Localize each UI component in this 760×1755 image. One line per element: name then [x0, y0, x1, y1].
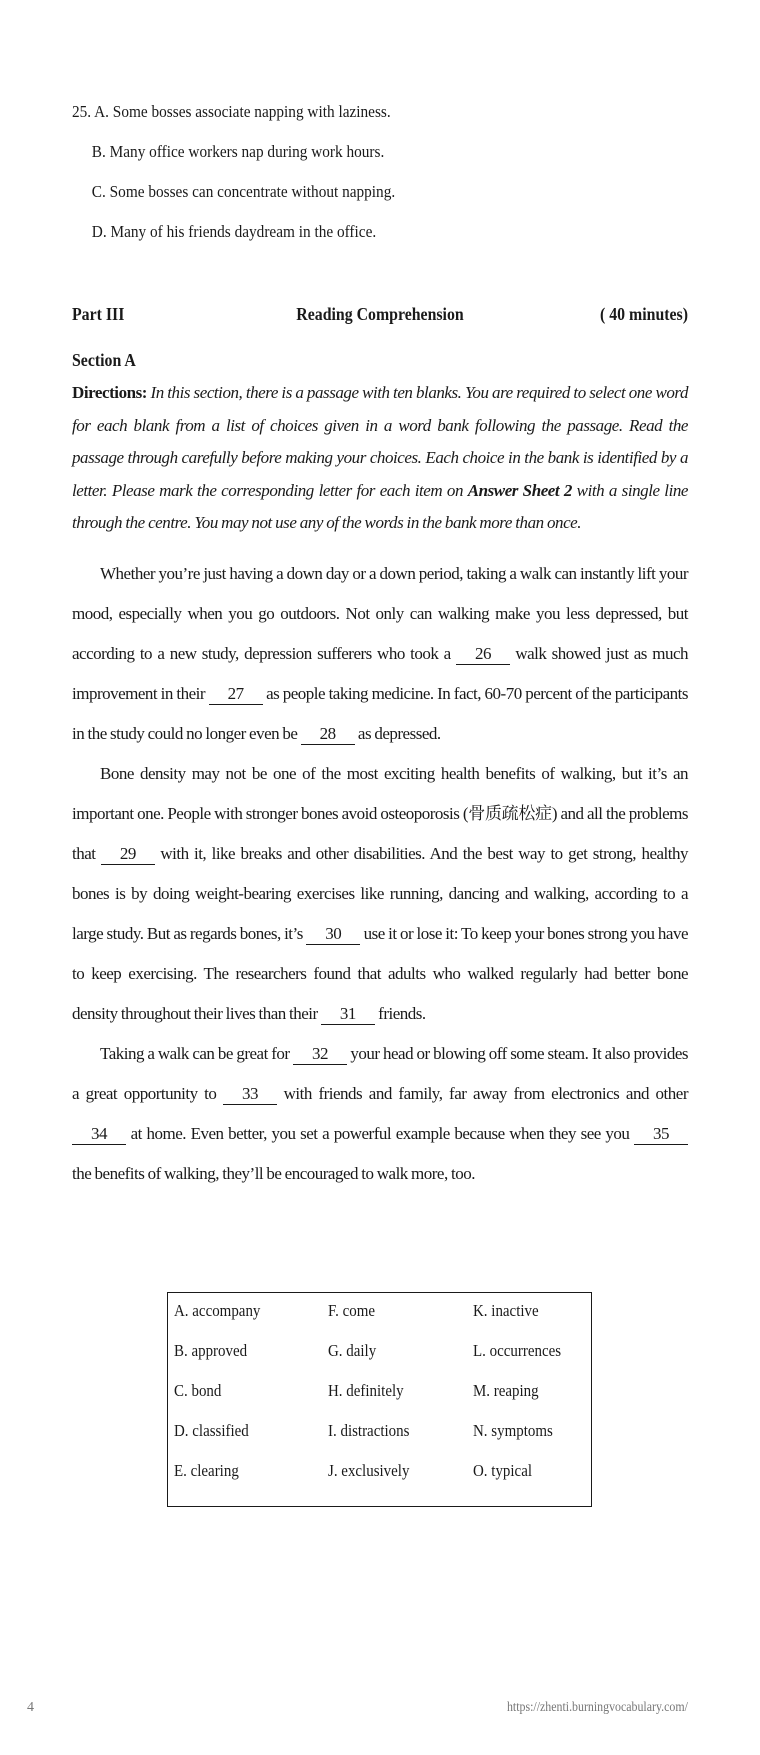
blank-31: 31 — [321, 1004, 375, 1025]
blank-28: 28 — [301, 724, 355, 745]
word-bank-item: O. typical — [473, 1461, 533, 1480]
question-25-option-d: D. Many of his friends daydream in the office. — [91, 222, 377, 241]
word-bank-item: G. daily — [328, 1341, 377, 1360]
answer-sheet-ref: Answer Sheet 2 — [467, 480, 572, 500]
blank-30: 30 — [306, 924, 360, 945]
passage-text: as people taking medicine. In fact, 60-70 percent of the participants in the study could no longer even be — [72, 683, 688, 743]
question-25-option-c: C. Some bosses can concentrate without napping. — [91, 182, 396, 201]
blank-32: 32 — [293, 1044, 347, 1065]
passage-text: as depressed. — [354, 723, 441, 743]
part-title: Reading Comprehension — [296, 304, 464, 324]
word-bank-item: L. occurrences — [473, 1341, 562, 1360]
passage-text: your head or blowing off some steam. It also provides a great opportunity to — [72, 1043, 688, 1103]
word-bank-item: I. distractions — [328, 1421, 410, 1440]
passage-text: walk showed just as much improvement in their — [72, 643, 688, 703]
word-bank-item: K. inactive — [473, 1301, 539, 1320]
word-bank-item: F. come — [328, 1301, 376, 1320]
word-bank-item: E. clearing — [174, 1461, 239, 1480]
exam-page — [72, 100, 688, 1194]
blank-34: 34 — [72, 1124, 126, 1145]
passage-text: at home. Even better, you set a powerful example because when they see you — [126, 1123, 634, 1143]
word-bank-item: B. approved — [174, 1341, 248, 1360]
directions — [72, 377, 688, 540]
directions-label: Directions: — [72, 383, 147, 402]
passage-text: Whether you’re just having a down day or a down period, taking a walk can instantly lift your mood, especially when you go outdoors. Not only can walking make you less depressed, but according to a new study, depression sufferers who took a — [72, 563, 688, 663]
passage-text: Bone density may not be one of the most exciting health benefits of walking, but it’s an important one. People with stronger bones avoid osteoporosis (骨质疏松症) and all the problems that — [72, 763, 688, 863]
passage-paragraph-2 — [72, 754, 688, 1034]
passage-text: with it, like breaks and other disabilities. And the best way to get strong, healthy bones is by doing weight-bearing exercises like running, dancing and walking, according to a large study. But as regards bones, it’s — [72, 843, 688, 943]
word-bank-item: M. reaping — [473, 1381, 539, 1400]
word-bank-item: C. bond — [174, 1381, 222, 1400]
word-bank-item: A. accompany — [174, 1301, 261, 1320]
word-bank — [167, 1292, 592, 1507]
part-header — [72, 304, 688, 330]
passage-text: with friends and family, far away from electronics and other — [277, 1083, 688, 1103]
question-25-option-b: B. Many office workers nap during work hours. — [91, 142, 385, 161]
source-url[interactable]: https://zhenti.burningvocabulary.com/ — [507, 1700, 688, 1715]
passage-paragraph-1 — [72, 554, 688, 754]
question-25-option-a: 25. A. Some bosses associate napping with laziness. — [72, 102, 391, 121]
directions-text-2: with a single line through the centre. You may not use any of the words in the bank more than once. — [72, 480, 688, 532]
passage-text: Taking a walk can be great for — [100, 1043, 293, 1063]
passage-text: use it or lose it: To keep your bones strong you have to keep exercising. The researchers found that adults who walked regularly had better bone density throughout their lives than their — [72, 923, 688, 1023]
passage-text: friends. — [374, 1003, 426, 1023]
word-bank-item: H. definitely — [328, 1381, 404, 1400]
blank-33: 33 — [223, 1084, 277, 1105]
page-number: 4 — [27, 1700, 34, 1715]
blank-26: 26 — [456, 644, 510, 665]
blank-29: 29 — [101, 844, 155, 865]
blank-27: 27 — [209, 684, 263, 705]
word-bank-item: J. exclusively — [328, 1461, 410, 1480]
word-bank-item: D. classified — [174, 1421, 249, 1440]
passage-paragraph-3 — [72, 1034, 688, 1194]
passage-text: the benefits of walking, they’ll be encouraged to walk more, too. — [72, 1163, 475, 1183]
blank-35: 35 — [634, 1124, 688, 1145]
part-number: Part III — [72, 304, 125, 324]
directions-text-1: In this section, there is a passage with ten blanks. You are required to select one word for each blank from a list of choices given in a word bank following the passage. Read the passage through carefully before making your choices. Each choice in the bank is identified by a letter. Please mark the corresponding letter for each item on — [72, 383, 688, 500]
part-time: ( 40 minutes) — [600, 304, 688, 324]
section-heading: Section A — [72, 350, 136, 370]
word-bank-item: N. symptoms — [473, 1421, 553, 1440]
